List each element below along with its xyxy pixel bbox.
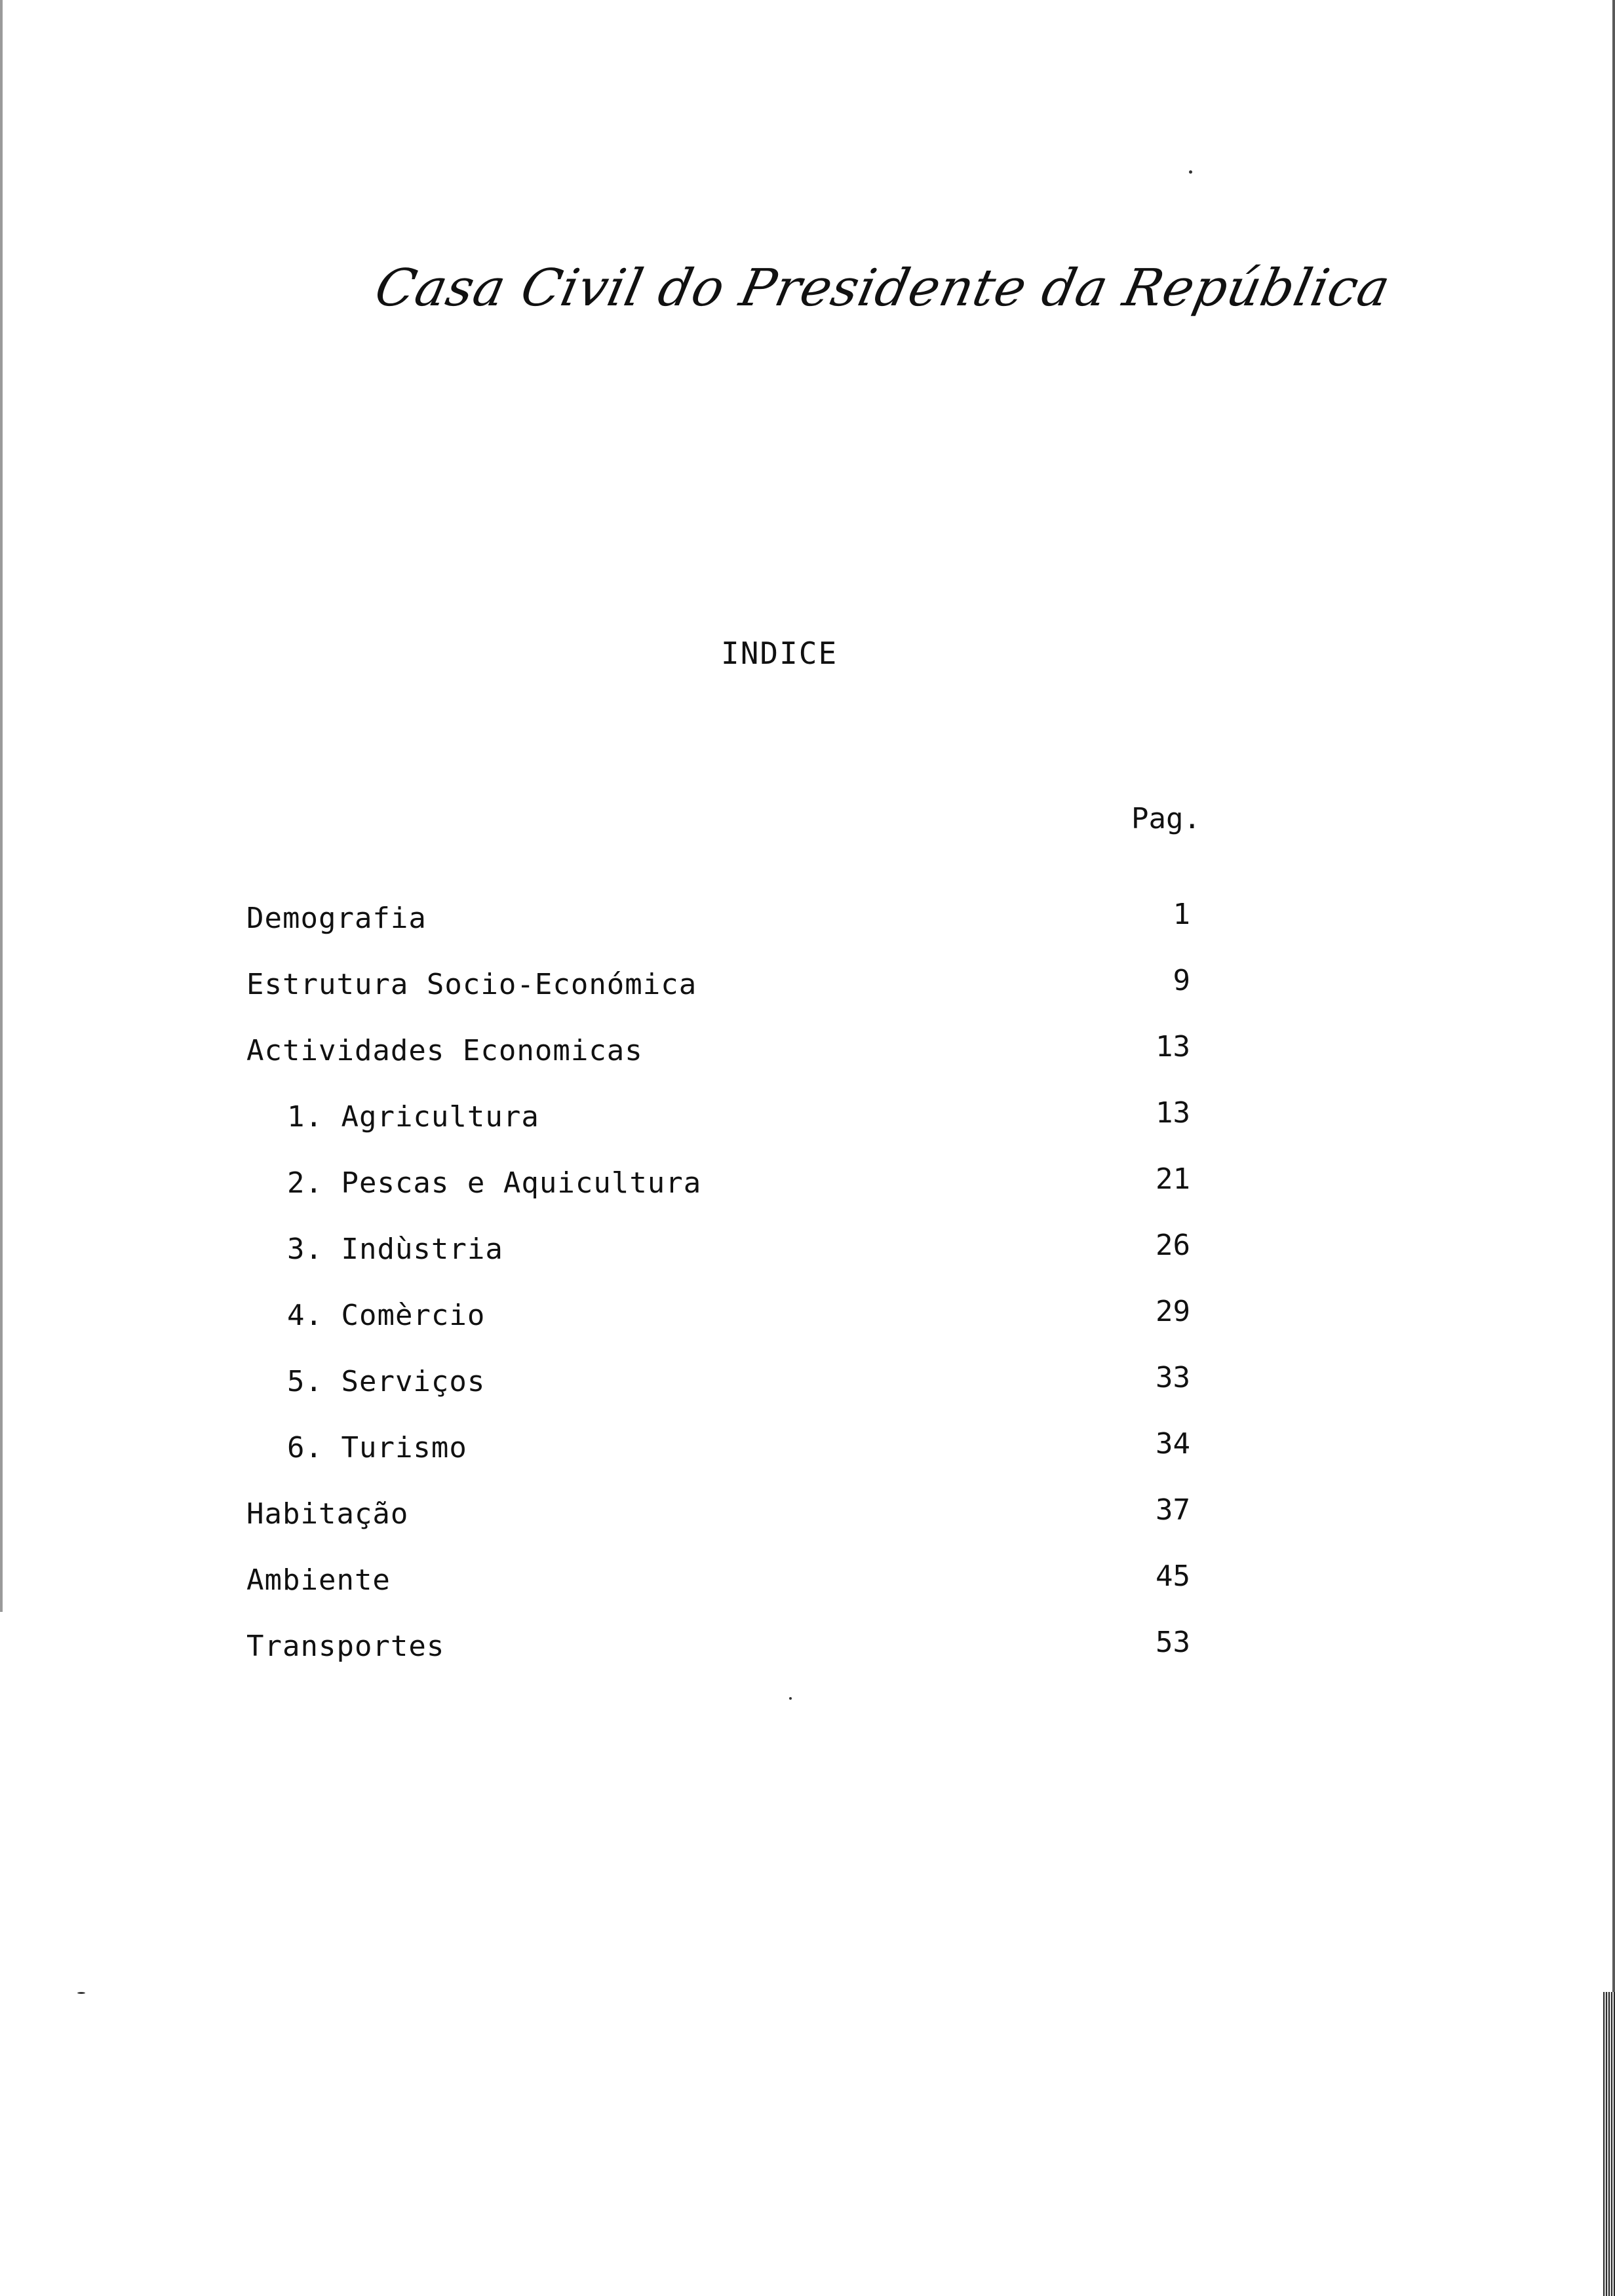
- toc-entry-actividades: [246, 1030, 1210, 1101]
- toc-entry-page: 9: [1173, 964, 1190, 997]
- scan-edge-left: [0, 0, 3, 1612]
- letterhead: [0, 259, 1615, 318]
- toc-entry-label: Transportes: [246, 1630, 445, 1663]
- toc-entry-page: 13: [1156, 1030, 1190, 1063]
- toc-entry-page: 29: [1156, 1295, 1190, 1328]
- toc-subentry-turismo: [246, 1427, 1210, 1498]
- page-title: INDICE: [721, 636, 838, 671]
- toc-entry-habitacao: [246, 1493, 1210, 1564]
- toc-entry-label: 2. Pescas e Aquicultura: [287, 1166, 702, 1200]
- toc-entry-label: Ambiente: [246, 1563, 391, 1597]
- toc-entry-page: 33: [1156, 1361, 1190, 1394]
- letterhead-text: Casa Civil do Presidente da República: [370, 259, 1396, 318]
- toc-entry-label: Actividades Economicas: [246, 1034, 643, 1067]
- toc-entry-page: 26: [1156, 1229, 1190, 1262]
- toc-subentry-servicos: [246, 1361, 1210, 1432]
- scan-speck: [1189, 170, 1192, 174]
- toc-subentry-agricultura: [246, 1096, 1210, 1167]
- toc-entry-label: 5. Serviços: [287, 1365, 486, 1398]
- page-column-header: Pag.: [1131, 802, 1201, 835]
- toc-subentry-comercio: [246, 1295, 1210, 1366]
- toc-entry-ambiente: [246, 1559, 1210, 1630]
- toc-entry-page: 45: [1156, 1559, 1190, 1593]
- toc-entry-demografia: [246, 898, 1210, 968]
- toc-entry-page: 21: [1156, 1162, 1190, 1196]
- toc-entry-label: 6. Turismo: [287, 1431, 467, 1464]
- toc-entry-estrutura: [246, 964, 1210, 1035]
- toc-entry-page: 1: [1173, 898, 1190, 931]
- toc-subentry-industria: [246, 1229, 1210, 1299]
- toc-entry-label: 3. Indùstria: [287, 1233, 503, 1266]
- toc-subentry-pescas: [246, 1162, 1210, 1233]
- toc-entry-page: 34: [1156, 1427, 1190, 1461]
- toc-entry-page: 37: [1156, 1493, 1190, 1527]
- toc-entry-label: Estrutura Socio-Económica: [246, 968, 697, 1001]
- toc-entry-label: Habitação: [246, 1497, 409, 1531]
- toc-entry-transportes: [246, 1626, 1210, 1696]
- toc-entry-label: Demografia: [246, 902, 427, 935]
- scan-speck: [77, 1992, 85, 1994]
- toc-entry-page: 53: [1156, 1626, 1190, 1659]
- toc-entry-label: 4. Comèrcio: [287, 1299, 486, 1332]
- scan-edge-right: [1612, 0, 1615, 2296]
- scan-speck: [789, 1697, 792, 1700]
- table-of-contents: [246, 898, 1210, 1696]
- toc-entry-page: 13: [1156, 1096, 1190, 1130]
- scan-edge-right-bottom: [1603, 1992, 1615, 2296]
- toc-entry-label: 1. Agricultura: [287, 1100, 539, 1134]
